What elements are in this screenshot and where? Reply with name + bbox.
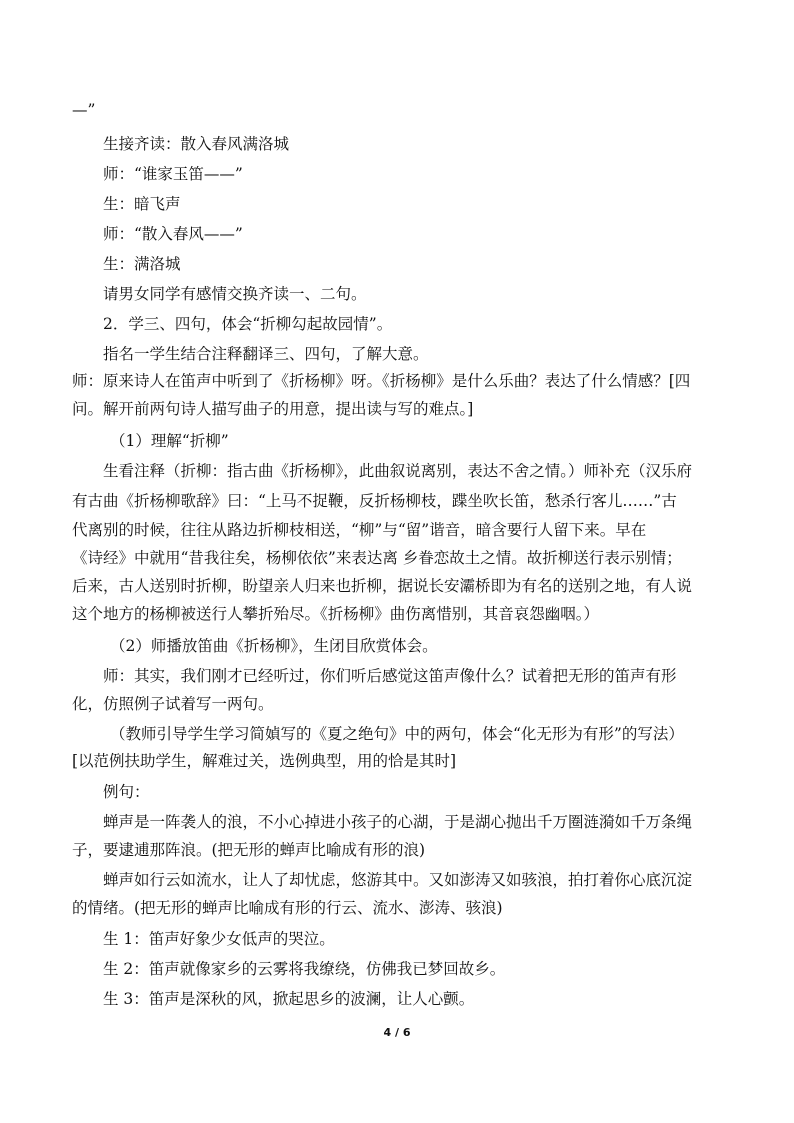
- text-line: 生：暗飞声: [103, 195, 181, 213]
- text-line: 后来，古人送别时折柳，盼望亲人归来也折柳，据说长安灞桥即为有名的送别之地，有人说: [72, 577, 693, 595]
- page-number: 4 / 6: [383, 1026, 411, 1039]
- text-line: 师：其实，我们刚才已经听过，你们听后感觉这笛声像什么？试着把无形的笛声有形: [103, 667, 677, 685]
- text-line: 生接齐读：散入春风满洛城: [103, 135, 290, 153]
- text-line: 师：“散入春风——”: [103, 225, 243, 243]
- text-line: 师：“谁家玉笛——”: [103, 165, 243, 183]
- text-line: 师：原来诗人在笛声中听到了《折杨柳》呀。《折杨柳》是什么乐曲？表达了什么情感？[四: [72, 372, 691, 390]
- text-line: 这个地方的杨柳被送行人攀折殆尽。《折杨柳》曲伤离惜别，其音哀怨幽咽。）: [72, 605, 600, 623]
- text-line: （教师引导学生学习简媜写的《夏之绝句》中的两句，体会“化无形为有形”的写法）: [110, 725, 684, 743]
- text-line: 的情绪。(把无形的蝉声比喻成有形的行云、流水、澎涛、骇浪): [72, 899, 503, 917]
- text-line: 代离别的时候，往往从路边折柳枝相送，“柳”与“留”谐音，暗含要行人留下来。早在: [72, 521, 647, 539]
- text-line: [以范例扶助学生，解难过关，选例典型，用的恰是其时]: [72, 752, 457, 770]
- text-line: 2．学三、四句，体会“折柳勾起故园情”。: [103, 315, 393, 333]
- text-line: 问。解开前两句诗人描写曲子的用意，提出读与写的难点。]: [72, 400, 474, 418]
- text-line: 生 3：笛声是深秋的风，掀起思乡的波澜，让人心颤。: [103, 990, 475, 1008]
- text-line: 例句：: [103, 783, 150, 801]
- text-line: 蝉声是一阵袭人的浪，不小心掉进小孩子的心湖，于是湖心抛出千万圈涟漪如千万条绳: [103, 813, 693, 831]
- text-line: 《诗经》中就用“昔我往矣，杨柳依依”来表达离 乡眷恋故土之情。故折柳送行表示别情；: [72, 549, 682, 567]
- text-line: 化，仿照例子试着写一两句。: [72, 695, 274, 713]
- text-line: 子，要逮逋那阵浪。(把无形的蝉声比喻成有形的浪): [72, 841, 426, 859]
- text-line: （1）理解“折柳”: [110, 432, 229, 450]
- text-line: 生看注释（折柳：指古曲《折杨柳》，此曲叙说离别，表达不舍之情。）师补充（汉乐府: [103, 462, 693, 480]
- text-line: （2）师播放笛曲《折杨柳》，生闭目欣赏体会。: [110, 637, 438, 655]
- text-line: 指名一学生结合注释翻译三、四句，了解大意。: [103, 345, 429, 363]
- text-line: —”: [72, 101, 96, 119]
- text-line: 蝉声如行云如流水，让人了却忧虑，悠游其中。又如澎涛又如骇浪，拍打着你心底沉淀: [103, 871, 693, 889]
- text-line: 请男女同学有感情交换齐读一、二句。: [103, 285, 367, 303]
- text-line: 有古曲《折杨柳歌辞》曰：“上马不捉鞭，反折杨柳枝，蹀坐吹长笛，愁杀行客儿……”古: [72, 492, 677, 510]
- text-line: 生：满洛城: [103, 255, 181, 273]
- text-line: 生 2：笛声就像家乡的云雾将我缭绕，仿佛我已梦回故乡。: [103, 960, 506, 978]
- text-line: 生 1：笛声好象少女低声的哭泣。: [103, 930, 335, 948]
